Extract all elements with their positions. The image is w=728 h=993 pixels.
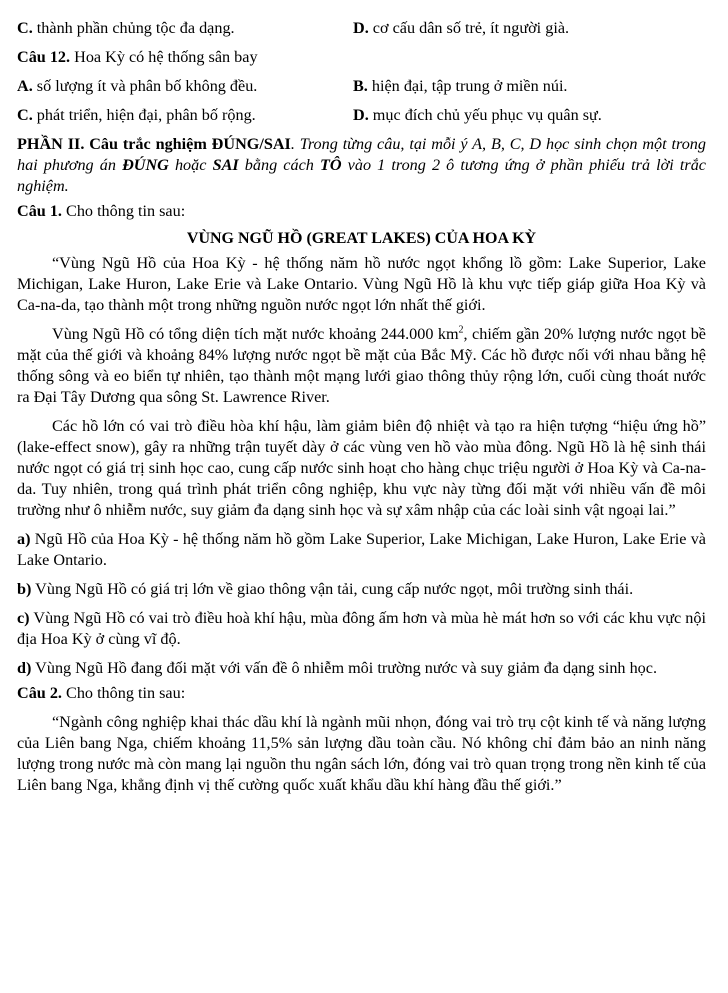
q12-option-d [353,105,602,126]
cau1-paragraph-3: Các hồ lớn có vai trò điều hòa khí hậu, làm giảm biên độ nhiệt và tạo ra hiện tượng “hiệu ứng hồ” (lake-effect snow), gây ra những trận tuyết dày ở các vùng ven hồ vào mùa đông. Ngũ Hồ là hệ sinh thái nước ngọt có giá trị sinh học cao, cung cấp nước sinh hoạt cho hàng chục triệu người ở Hoa Kỳ và Ca-na-da. Tuy nhiên, trong quá trình phát triển công nghiệp, khu vực này từng đối mặt với nhiều vấn đề môi trường như ô nhiễm nước, suy giảm đa dạng sinh học và sự xâm nhập của các loài sinh vật ngoại lai.” [17,417,706,519]
q11-option-d [353,18,569,39]
cau2-intro [17,683,706,704]
part2-heading: PHẦN II. Câu trắc nghiệm ĐÚNG/SAI [17,135,291,153]
instruction-text: . Trong từng câu, tại mỗi ý A, B, C, D học sinh chọn một trong hai phương án [17,135,706,174]
question-text: Cho thông tin sau: [61,202,186,220]
q12-options-cd [17,105,706,126]
cau2-paragraph-1: “Ngành công nghiệp khai thác dầu khí là ngành mũi nhọn, đóng vai trò trụ cột kinh tế và năng lượng của Liên bang Nga, chiếm khoảng 11,5% sản lượng dầu toàn cầu. Nó không chỉ đảm bảo an ninh năng lượng trong nước mà còn mang lại nguồn thu ngân sách lớn, đóng vai trò quan trọng trong nền kinh tế của Liên bang Nga, khẳng định vị thế cường quốc xuất khẩu dầu khí hàng đầu thế giới.” [17,713,706,794]
to-keyword: TÔ [319,156,342,174]
cau1-paragraph-1: “Vùng Ngũ Hồ của Hoa Kỳ - hệ thống năm hồ nước ngọt khổng lồ gồm: Lake Superior, Lake Michigan, Lake Huron, Lake Erie và Lake Ontario. Vùng Ngũ Hồ là khu vực tiếp giáp giữa Hoa Kỳ và Ca-na-da, tạo thành một trong những nguồn nước ngọt lớn nhất thế giới. [17,254,706,314]
statement-label: c) [17,609,30,627]
q12-option-b [353,76,567,97]
option-text: số lượng ít và phân bố không đều. [32,77,258,95]
dung-keyword: ĐÚNG [122,156,169,174]
q12-option-c [17,105,353,126]
option-text: mục đích chủ yếu phục vụ quân sự. [368,106,602,124]
cau1-intro [17,201,706,222]
superscript: 2 [458,324,464,336]
option-label: D. [353,19,369,37]
option-text: hiện đại, tập trung ở miền núi. [367,77,568,95]
cau1-statement-d [17,658,706,679]
option-label: C. [17,106,33,124]
option-text: thành phần chủng tộc đa dạng. [32,19,235,37]
option-label: B. [353,77,368,95]
instruction-text: bằng cách [238,156,320,174]
q11-options-cd [17,18,706,39]
q12-stem [17,47,706,68]
option-text: phát triển, hiện đại, phân bố rộng. [32,106,256,124]
statement-text: Vùng Ngũ Hồ có giá trị lớn về giao thông vận tải, cung cấp nước ngọt, môi trường sinh thái. [31,580,634,598]
option-label: A. [17,77,33,95]
paragraph-text: Vùng Ngũ Hồ có tổng diện tích mặt nước khoảng 244.000 km [52,325,459,343]
statement-label: d) [17,659,32,677]
option-label: C. [17,19,33,37]
statement-text: Ngũ Hồ của Hoa Kỳ - hệ thống năm hồ gồm Lake Superior, Lake Michigan, Lake Huron, Lake Erie và Lake Ontario. [17,530,706,569]
statement-text: Vùng Ngũ Hồ có vai trò điều hoà khí hậu, mùa đông ấm hơn và mùa hè mát hơn so với các khu vực nội địa Hoa Kỳ ở cùng vĩ độ. [17,609,706,648]
cau1-statement-b [17,579,706,600]
q11-option-c [17,18,353,39]
cau1-statement-c [17,608,706,650]
statement-text: Vùng Ngũ Hồ đang đối mặt với vấn đề ô nhiễm môi trường nước và suy giảm đa dạng sinh học. [31,659,657,677]
instruction-text: hoặc [168,156,213,174]
question-label: Câu 12. [17,48,71,66]
statement-label: a) [17,530,31,548]
cau1-paragraph-2 [17,324,706,408]
question-label: Câu 2. [17,684,62,702]
question-text: Hoa Kỳ có hệ thống sân bay [70,48,258,66]
option-label: D. [353,106,369,124]
q12-option-a [17,76,353,97]
question-text: Cho thông tin sau: [61,684,186,702]
sai-keyword: SAI [212,156,239,174]
question-label: Câu 1. [17,202,62,220]
q12-options-ab [17,76,706,97]
part2-instructions [17,134,706,197]
paragraph-text: , chiếm gần 20% lượng nước ngọt bề mặt của thế giới và khoảng 84% lượng nước ngọt bề mặt của Bắc Mỹ. Các hồ được nối với nhau bằng hệ thống sông và eo biển tự nhiên, tạo thành một mạng lưới giao thông thủy rộng lớn, cuối cùng thoát nước ra Đại Tây Dương qua sông St. Lawrence River. [17,325,706,406]
cau1-statement-a [17,529,706,571]
instruction-text: vào 1 trong 2 ô tương ứng ở phần phiếu trả lời trắc nghiệm. [17,156,706,195]
statement-label: b) [17,580,32,598]
option-text: cơ cấu dân số trẻ, ít người già. [368,19,570,37]
cau1-title: VÙNG NGŨ HỒ (GREAT LAKES) CỦA HOA KỲ [186,230,537,247]
